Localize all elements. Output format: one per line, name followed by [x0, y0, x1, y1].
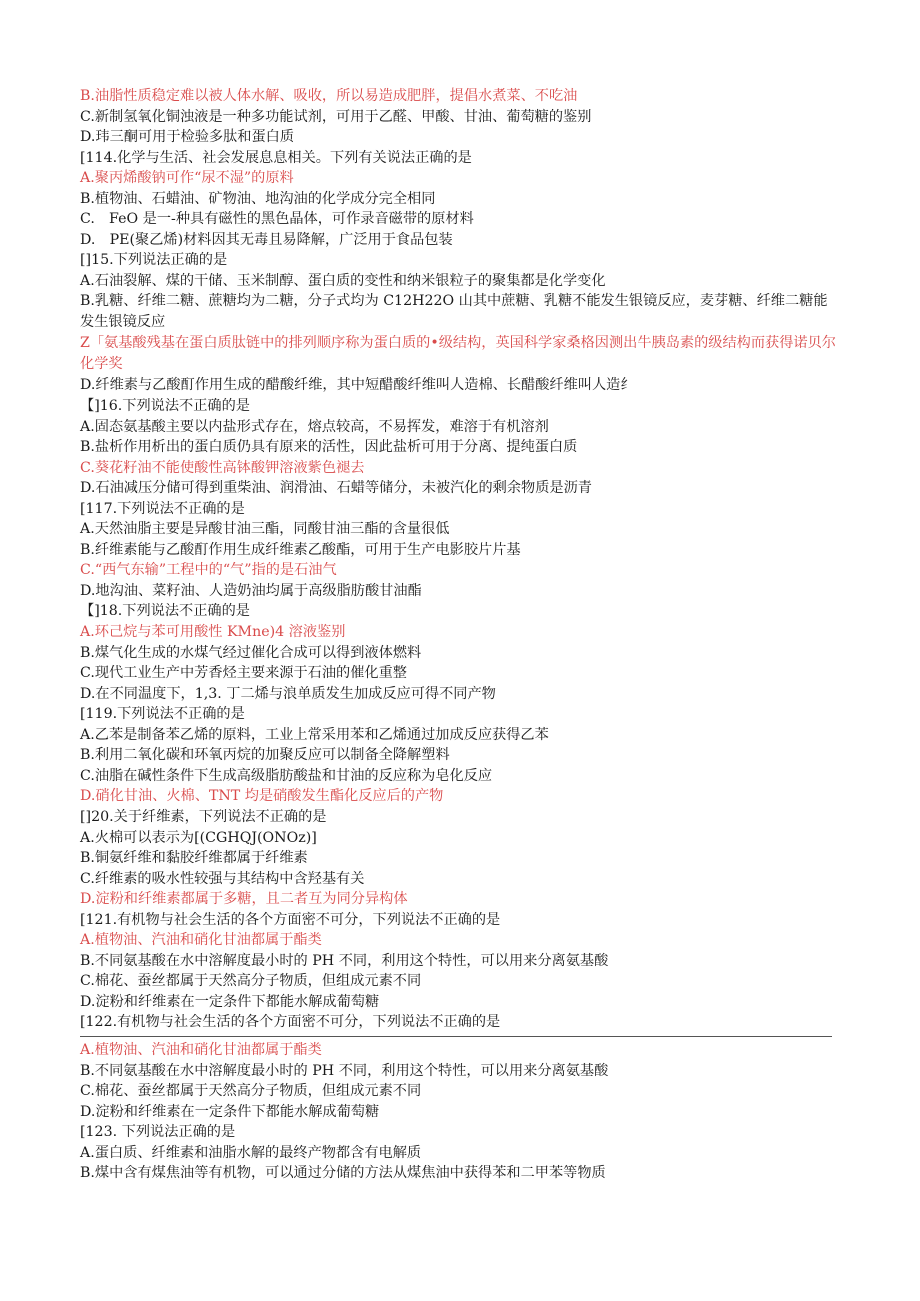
- text-line: D.淀粉和纤维素都属于多糖，且二者互为同分异构体: [80, 891, 408, 908]
- section-divider: [80, 1036, 832, 1037]
- text-line: B.油脂性质稳定难以被人体水解、吸收，所以易造成肥胖，提倡水煮菜、不吃油: [80, 88, 578, 104]
- text-line: A.植物油、汽油和硝化甘油都属于酯类: [80, 932, 322, 949]
- text-line: B.不同氨基酸在水中溶解度最小时的 PH 不同，利用这个特性，可以用来分离氨基酸: [80, 952, 609, 969]
- text-line: D.石油减压分储可得到重柴油、润滑油、石蜡等储分，未被汽化的剩余物质是沥青: [80, 480, 592, 497]
- question-block-2: [80, 1040, 840, 1184]
- text-line: D. PE(聚乙烯)材料因其无毒且易降解，广泛用于食品包装: [80, 231, 453, 248]
- text-line: C.葵花籽油不能使酸性高钵酸钾溶液紫色褪去: [80, 459, 365, 476]
- text-line: A.环己烷与苯可用酸性 KMne)4 溶液鉴别: [80, 624, 346, 641]
- text-line: B.铜氨纤维和黏胶纤维都属于纤维素: [80, 850, 308, 867]
- text-line: C.新制氢氧化铜浊液是一种多功能试剂，可用于乙醛、甲酸、甘油、葡萄糖的鉴别: [80, 108, 592, 125]
- text-line: A.固态氨基酸主要以内盐形式存在，熔点较高，不易挥发，难溶于有机溶剂: [80, 418, 549, 435]
- text-line: B.利用二氧化碳和环氧丙烷的加聚反应可以制备全降解塑料: [80, 747, 450, 764]
- text-line: D.玮三酮可用于检验多肽和蛋白质: [80, 129, 295, 146]
- text-line: D.在不同温度下，1,3. 丁二烯与浪单质发生加成反应可得不同产物: [80, 685, 496, 702]
- text-line: C.纤维素的吸水性较强与其结构中含羟基有关: [80, 870, 365, 887]
- text-line: B.煤中含有煤焦油等有机物，可以通过分储的方法从煤焦油中获得苯和二甲苯等物质: [80, 1165, 606, 1182]
- text-line: [122.有机物与社会生活的各个方面密不可分，下列说法不正确的是: [80, 1014, 501, 1031]
- text-line: C.棉花、蚕丝都属于天然高分子物质，但组成元素不同: [80, 1083, 422, 1100]
- text-line: [114.化学与生活、社会发展息息相关。下列有关说法正确的是: [80, 149, 472, 166]
- text-line: C.棉花、蚕丝都属于天然高分子物质，但组成元素不同: [80, 973, 422, 990]
- text-line: A.植物油、汽油和硝化甘油都属于酯类: [80, 1041, 322, 1058]
- text-line: B.纤维素能与乙酸酊作用生成纤维素乙酸酯，可用于生产电影胶片片基: [80, 541, 521, 558]
- text-line: B.不同氨基酸在水中溶解度最小时的 PH 不同，利用这个特性，可以用来分离氨基酸: [80, 1062, 609, 1079]
- document-page: [80, 86, 840, 1184]
- text-line: A.天然油脂主要是异酸甘油三酯，同酸甘油三酯的含量很低: [80, 521, 450, 538]
- text-line: Z「氨基酸残基在蛋白质肽链中的排列顺序称为蛋白质的•级结构，英国科学家桑格因测出牛胰岛素的级结构而获得诺贝尔化学奖: [80, 335, 836, 373]
- text-line: D.硝化甘油、火棉、TNT 均是硝酸发生酯化反应后的产物: [80, 788, 444, 805]
- text-line: A.聚丙烯酸钠可作“尿不湿”的原料: [80, 170, 294, 187]
- text-line: [121.有机物与社会生活的各个方面密不可分，下列说法不正确的是: [80, 911, 501, 928]
- text-line: B.乳糖、纤维二糖、蔗糖均为二糖，分子式均为 C12H22O 山其中蔗糖、乳糖不能发生银镜反应，麦芽糖、纤维二糖能发生银镜反应: [80, 293, 828, 331]
- text-line: D.地沟油、菜籽油、人造奶油均属于高级脂肪酸甘油酯: [80, 582, 422, 599]
- text-line: B.植物油、石蜡油、矿物油、地沟油的化学成分完全相同: [80, 190, 436, 207]
- text-line: [117.下列说法不正确的是: [80, 500, 245, 517]
- text-line: C.油脂在碱性条件下生成高级脂肪酸盐和甘油的反应称为皂化反应: [80, 767, 493, 784]
- text-line: A.石油裂解、煤的干储、玉米制醇、蛋白质的变性和纳米银粒子的聚集都是化学变化: [80, 272, 606, 289]
- text-line: [123. 下列说法正确的是: [80, 1124, 236, 1141]
- text-line: C. FeO 是一-种具有磁性的黑色晶体，可作录音磁带的原材料: [80, 211, 474, 228]
- text-line: D.纤维素与乙酸酊作用生成的醋酸纤维，其中短醋酸纤维叫人造棉、长醋酸纤维叫人造纟: [80, 377, 635, 394]
- text-line: 【]18.下列说法不正确的是: [80, 603, 250, 620]
- text-line: [119.下列说法不正确的是: [80, 706, 245, 723]
- text-line: C.现代工业生产中芳香烃主要来源于石油的催化重整: [80, 665, 407, 682]
- text-line: D.淀粉和纤维素在一定条件下都能水解成葡萄糖: [80, 1103, 380, 1120]
- text-line: B.盐析作用析出的蛋白质仍具有原来的活性，因此盐析可用于分离、提纯蛋白质: [80, 439, 578, 456]
- text-line: B.煤气化生成的水煤气经过催化合成可以得到液体燃料: [80, 644, 422, 661]
- text-line: C.“西气东输”工程中的“气”指的是石油气: [80, 562, 337, 579]
- question-block-1: [80, 86, 840, 1033]
- text-line: D.淀粉和纤维素在一定条件下都能水解成葡萄糖: [80, 993, 380, 1010]
- text-line: []15.下列说法正确的是: [80, 252, 228, 269]
- text-line: A.蛋白质、纤维素和油脂水解的最终产物都含有电解质: [80, 1144, 422, 1161]
- text-line: []20.关于纤维素，下列说法不正确的是: [80, 808, 327, 825]
- text-line: A.乙苯是制备苯乙烯的原料，工业上常采用苯和乙烯通过加成反应获得乙苯: [80, 726, 549, 743]
- text-line: 【]16.下列说法不正确的是: [80, 398, 250, 415]
- text-line: A.火棉可以表示为[(CGHQJ(ONOz)]: [80, 829, 317, 846]
